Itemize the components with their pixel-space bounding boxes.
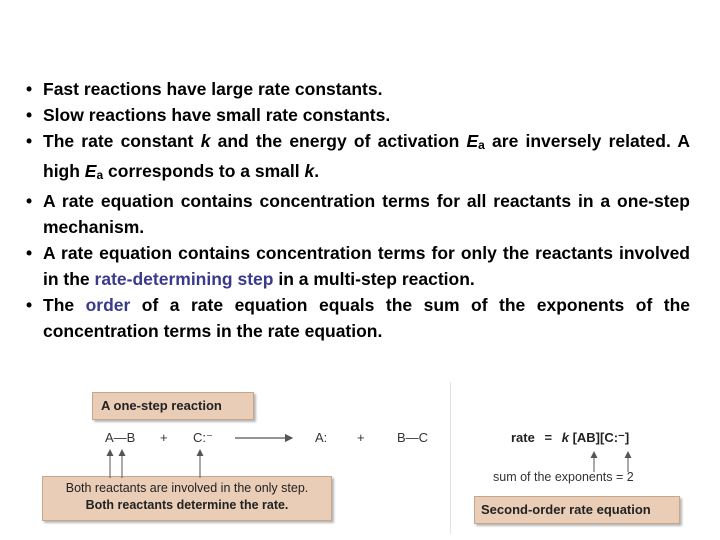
rate-terms: [AB][C:⁻]: [572, 430, 630, 445]
bullet-dot: •: [26, 243, 33, 263]
bullet-text: .: [314, 161, 320, 181]
bullet-text: and the energy of activation: [210, 131, 467, 151]
bullet-dot: •: [26, 105, 33, 125]
reactant-c: C:⁻: [193, 430, 213, 445]
bullet-text: The: [43, 295, 86, 315]
bullet-text: The rate constant: [43, 131, 201, 151]
bullet-dot: •: [26, 79, 33, 99]
caption-line-2: Both reactants determine the rate.: [85, 498, 289, 512]
bullet-text: Fast reactions have large rate constants.: [43, 79, 383, 99]
product-a: A:: [315, 430, 328, 445]
one-step-reaction-label: A one-step reaction: [92, 392, 254, 420]
bullet-text: corresponds to a small: [103, 161, 305, 181]
italic-term: k: [200, 131, 211, 151]
italic-term: E: [466, 131, 479, 151]
bullet-list: [26, 76, 690, 344]
bullet-text: A rate equation contains concentration terms for all reactants in a one-step mechanism.: [43, 191, 690, 237]
bullet-text: in a multi-step reaction.: [273, 269, 475, 289]
plus-sign-2: +: [357, 430, 365, 445]
bullet-text: A rate equation contains concentration terms for only the reactants involved in the: [43, 243, 690, 289]
bullet-dot: •: [26, 295, 33, 315]
reactant-ab: A—B: [105, 430, 136, 445]
figure-divider: [450, 382, 451, 534]
bullet-item: [26, 188, 690, 240]
caption-line-1: Both reactants are involved in the only step.: [65, 481, 309, 495]
second-order-label: Second-order rate equation: [474, 496, 680, 524]
subscript: a: [478, 138, 485, 152]
bullet-item: [26, 240, 690, 292]
bullet-item: [26, 76, 690, 102]
bullet-dot: •: [26, 191, 33, 211]
bullet-item: [26, 102, 690, 128]
plus-sign-1: +: [160, 430, 168, 445]
italic-term: E: [84, 161, 97, 181]
bullet-item: [26, 292, 690, 344]
sum-of-exponents: sum of the exponents = 2: [493, 470, 634, 484]
rate-equals: =: [544, 430, 553, 445]
highlighted-term: order: [85, 295, 131, 315]
both-reactants-caption: [42, 476, 332, 521]
rate-equation: [511, 430, 629, 446]
italic-term: k: [304, 161, 315, 181]
bullet-text: Slow reactions have small rate constants.: [43, 105, 391, 125]
bullet-dot: •: [26, 131, 33, 151]
bullet-text: of a rate equation equals the sum of the exponents of the concentration terms in the rate equation.: [43, 295, 690, 341]
product-bc: B—C: [397, 430, 429, 445]
subscript: a: [96, 168, 104, 182]
highlighted-term: rate-determining step: [94, 269, 274, 289]
bullet-text: are inversely related. A high: [43, 131, 690, 181]
rate-constant-k: k: [561, 430, 569, 445]
rate-label: rate: [511, 430, 535, 445]
bullet-item: [26, 128, 690, 188]
